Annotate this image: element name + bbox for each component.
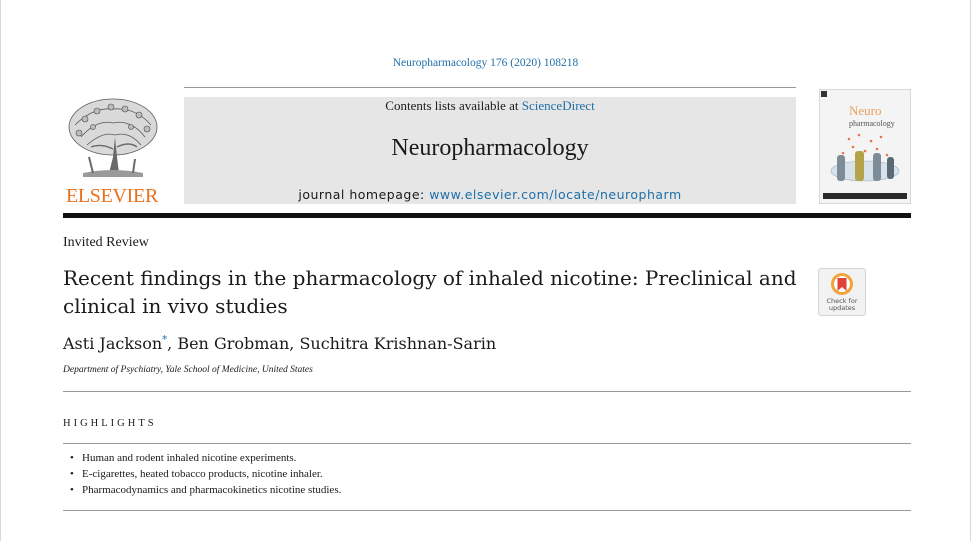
sciencedirect-link[interactable]: ScienceDirect (521, 98, 595, 113)
check-for-updates-label (819, 298, 865, 312)
list-item (70, 450, 341, 466)
contents-prefix: Contents lists available at (385, 98, 522, 113)
highlights-heading: HIGHLIGHTS (63, 418, 157, 429)
list-item (70, 482, 341, 498)
bullet-icon: • (70, 468, 74, 480)
highlights-bottom-rule (63, 510, 911, 511)
homepage-prefix: journal homepage: (298, 187, 430, 202)
article-type: Invited Review (63, 235, 149, 250)
section-rule (63, 391, 911, 392)
elsevier-wordmark: ELSEVIER (65, 185, 159, 207)
crossmark-icon (819, 269, 865, 299)
cover-title-top: Neuro (849, 103, 882, 118)
highlights-rule (63, 443, 911, 444)
check-for-updates-badge[interactable] (818, 268, 866, 316)
highlights-list (70, 450, 341, 498)
corresponding-author-mark[interactable]: * (162, 334, 168, 346)
badge-line-1: Check for (826, 297, 858, 305)
citation-link[interactable]: Neuropharmacology 176 (2020) 108218 (392, 57, 579, 69)
bullet-icon: • (70, 484, 74, 496)
highlight-text: Human and rodent inhaled nicotine experiments. (82, 452, 297, 464)
highlight-text: Pharmacodynamics and pharmacokinetics nicotine studies. (82, 484, 342, 496)
list-item (70, 466, 341, 482)
author-rest[interactable]: , Ben Grobman, Suchitra Krishnan-Sarin (167, 334, 497, 353)
header-thick-rule (63, 213, 911, 218)
contents-line (184, 98, 796, 114)
author-affiliation: Department of Psychiatry, Yale School of Medicine, United States (63, 365, 313, 375)
page-edge-left (0, 0, 1, 541)
badge-line-2: updates (828, 304, 856, 312)
article-title: Recent findings in the pharmacology of inhaled nicotine: Preclinical and clinical in vivo studies (63, 266, 797, 318)
author-list (63, 334, 496, 353)
bullet-icon: • (70, 452, 74, 464)
journal-title: Neuropharmacology (391, 135, 589, 161)
cover-title-bottom: pharmacology (849, 119, 895, 128)
journal-homepage-link[interactable]: www.elsevier.com/locate/neuropharm (429, 187, 682, 202)
journal-banner (184, 97, 796, 204)
author-first[interactable]: Asti Jackson (63, 334, 163, 353)
homepage-line (184, 187, 796, 202)
highlight-text: E-cigarettes, heated tobacco products, nicotine inhaler. (82, 468, 323, 480)
journal-cover-image[interactable] (819, 89, 911, 204)
header-top-rule (184, 87, 796, 88)
